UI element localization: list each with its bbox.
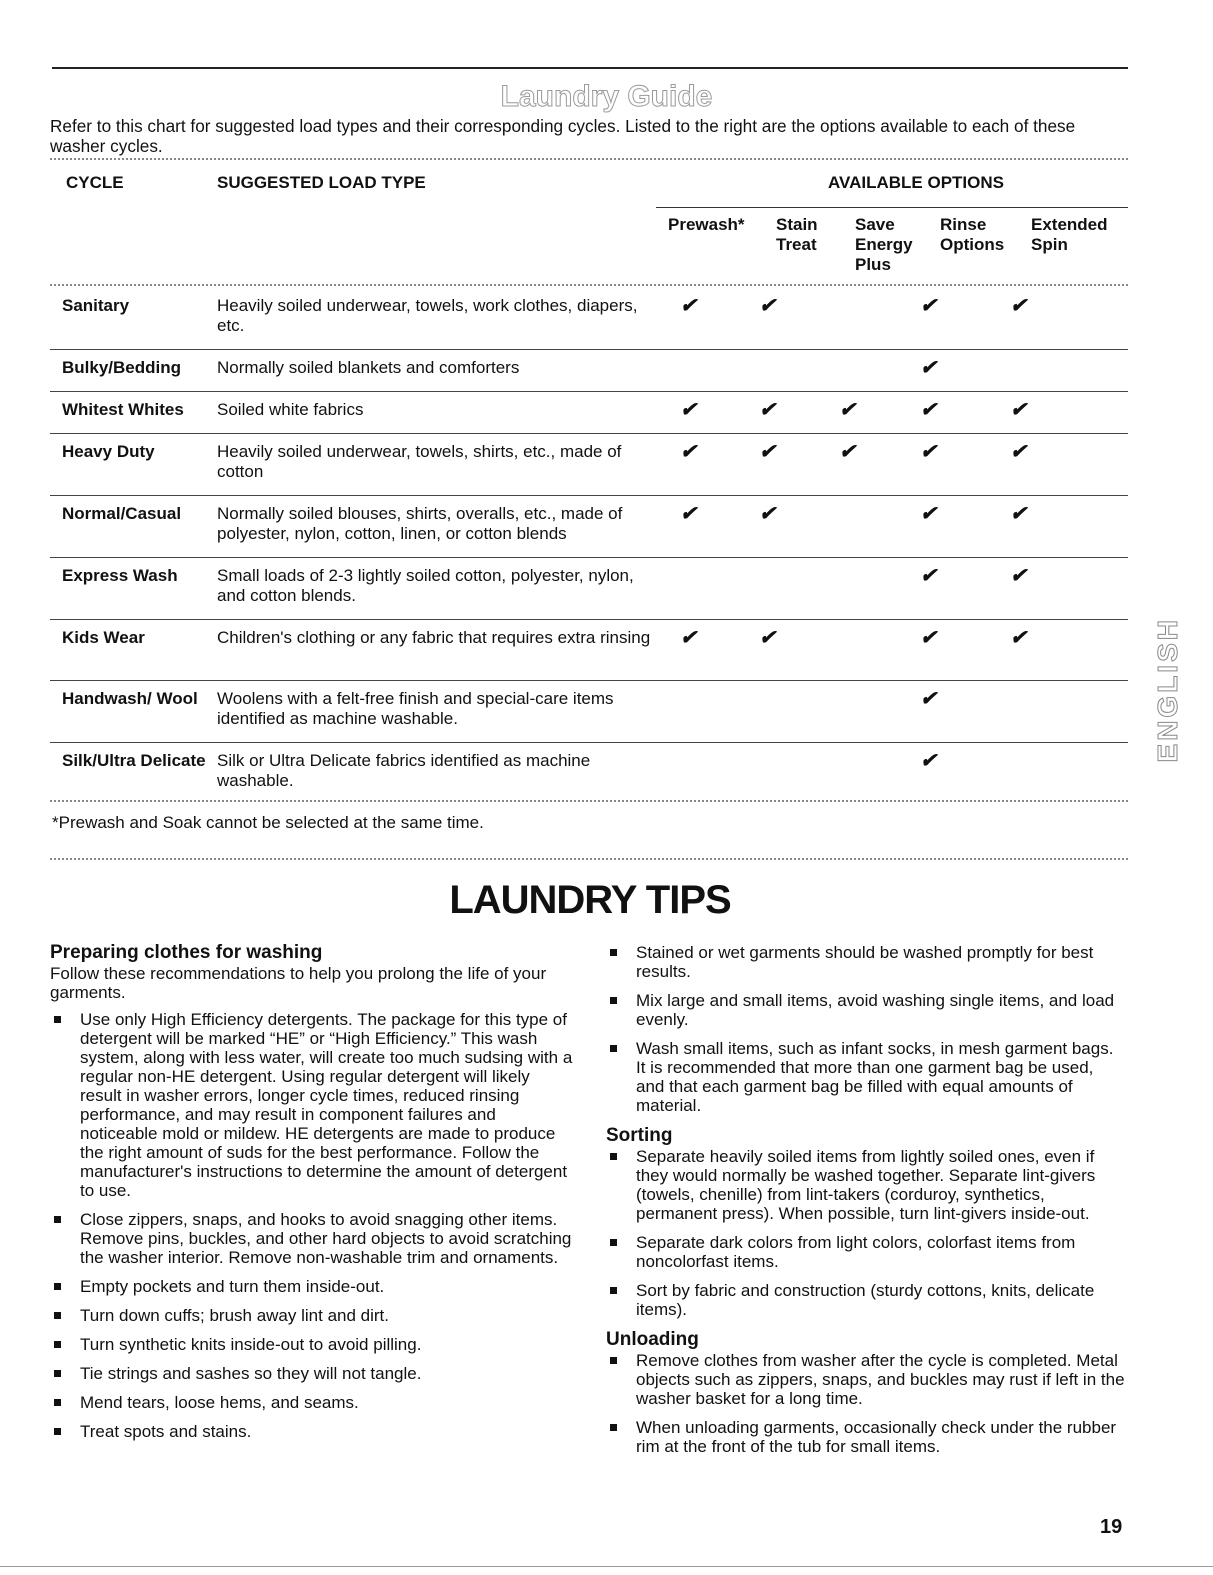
cycle-name: Whitest Whites xyxy=(62,400,184,419)
list-item-text: Remove clothes from washer after the cycle is completed. Metal objects such as zippers, snaps, and buckles may rust if left in the washer basket for a long time. xyxy=(636,1351,1125,1408)
list-item-text: Stained or wet garments should be washed promptly for best results. xyxy=(636,943,1094,981)
row-divider xyxy=(50,557,1128,558)
suggested-load: Soiled white fabrics xyxy=(217,400,364,419)
suggested-load: Silk or Ultra Delicate fabrics identified as machine washable. xyxy=(217,751,591,790)
guide-title: Laundry Guide xyxy=(500,80,713,113)
suggested-load: Children's clothing or any fabric that requires extra rinsing xyxy=(217,628,651,647)
unloading-heading: Unloading xyxy=(606,1329,699,1350)
row-divider xyxy=(50,742,1128,743)
option-check-icon: ✔ xyxy=(920,357,937,379)
option-check-icon: ✔ xyxy=(920,399,937,421)
preparing-heading: Preparing clothes for washing xyxy=(50,942,323,963)
square-bullet-icon xyxy=(54,1312,61,1319)
list-item xyxy=(50,1393,575,1412)
row-divider xyxy=(50,349,1128,350)
list-item xyxy=(606,1233,1126,1271)
cycle-name: Normal/Casual xyxy=(62,504,182,523)
square-bullet-icon xyxy=(610,1153,617,1160)
list-item-text: Tie strings and sashes so they will not tangle. xyxy=(80,1364,422,1383)
preparing-list xyxy=(50,1010,575,1441)
option-check-icon: ✔ xyxy=(920,565,937,587)
cycle-name: Heavy Duty xyxy=(62,442,155,461)
square-bullet-icon xyxy=(610,1424,617,1431)
option-check-icon: ✔ xyxy=(920,627,937,649)
page-number: 19 xyxy=(1100,1516,1123,1538)
option-check-icon: ✔ xyxy=(680,627,697,649)
option-check-icon: ✔ xyxy=(680,399,697,421)
dotted-divider xyxy=(50,284,1128,286)
option-check-icon: ✔ xyxy=(759,399,776,421)
list-item-text: Use only High Efficiency detergents. The package for this type of detergent will be marked “HE” or “High Efficiency.” This wash system, along with less water, will create too much sudsing with a regular non-HE detergent. Using regular detergent will likely result in washer errors, longer cycle times, reduced rinsing performance, and may result in component failures and noticeable mold or mildew. HE detergents are made to produce the right amount of suds for the best performance. Follow the manufacturer's instructions to determine the amount of detergent to use. xyxy=(80,1010,573,1200)
unloading-list xyxy=(606,1351,1126,1456)
list-item xyxy=(606,1351,1126,1408)
list-item xyxy=(50,1010,575,1200)
list-item-text: Separate heavily soiled items from lightly soiled ones, even if they would normally be washed together. Separate lint-givers (towels, chenille) from lint-takers (corduroy, synthetics, permanent press). When possible, turn lint-givers inside-out. xyxy=(636,1147,1096,1223)
square-bullet-icon xyxy=(610,1045,617,1052)
list-item xyxy=(50,1210,575,1267)
option-header-rinse-options: Rinse Options xyxy=(940,215,1005,254)
square-bullet-icon xyxy=(54,1341,61,1348)
square-bullet-icon xyxy=(54,1370,61,1377)
header-available-options: AVAILABLE OPTIONS xyxy=(828,173,1004,192)
list-item-text: Close zippers, snaps, and hooks to avoid snagging other items. Remove pins, buckles, and other hard objects to avoid scratching the washer interior. Remove non-washable trim and ornaments. xyxy=(80,1210,572,1267)
suggested-load: Normally soiled blankets and comforters xyxy=(217,358,520,377)
list-item-text: Wash small items, such as infant socks, in mesh garment bags. It is recommended that more than one garment bag be used, and that each garment bag be filled with equal amounts of material. xyxy=(636,1039,1114,1115)
list-item-text: Mix large and small items, avoid washing single items, and load evenly. xyxy=(636,991,1115,1029)
cycle-name: Sanitary xyxy=(62,296,130,315)
list-item xyxy=(606,1418,1126,1456)
list-item-text: Separate dark colors from light colors, colorfast items from noncolorfast items. xyxy=(636,1233,1076,1271)
option-check-icon: ✔ xyxy=(920,750,937,772)
option-check-icon: ✔ xyxy=(920,441,937,463)
option-check-icon: ✔ xyxy=(680,295,697,317)
square-bullet-icon xyxy=(610,949,617,956)
option-check-icon: ✔ xyxy=(680,441,697,463)
square-bullet-icon xyxy=(54,1428,61,1435)
row-divider xyxy=(50,495,1128,496)
option-check-icon: ✔ xyxy=(1010,627,1027,649)
option-check-icon: ✔ xyxy=(1010,441,1027,463)
row-divider xyxy=(50,391,1128,392)
list-item-text: When unloading garments, occasionally check under the rubber rim at the front of the tub for small items. xyxy=(636,1418,1117,1456)
language-side-tab xyxy=(1150,570,1186,810)
dotted-divider xyxy=(50,858,1128,860)
option-check-icon: ✔ xyxy=(759,627,776,649)
list-item-text: Mend tears, loose hems, and seams. xyxy=(80,1393,359,1412)
option-check-icon: ✔ xyxy=(1010,565,1027,587)
top-rule xyxy=(52,67,1128,69)
list-item xyxy=(50,1306,575,1325)
list-item xyxy=(50,1364,575,1383)
option-check-icon: ✔ xyxy=(1010,503,1027,525)
square-bullet-icon xyxy=(610,997,617,1004)
list-item-text: Sort by fabric and construction (sturdy cottons, knits, delicate items). xyxy=(636,1281,1095,1319)
bottom-rule xyxy=(0,1566,1213,1567)
option-check-icon: ✔ xyxy=(1010,399,1027,421)
sorting-list xyxy=(606,1147,1126,1319)
square-bullet-icon xyxy=(610,1239,617,1246)
square-bullet-icon xyxy=(610,1357,617,1364)
tips-title: LAUNDRY TIPS xyxy=(449,878,731,922)
cycle-name: Express Wash xyxy=(62,566,178,585)
cycle-name: Kids Wear xyxy=(62,628,145,647)
list-item xyxy=(50,1277,575,1296)
options-header-rule xyxy=(656,207,1128,208)
list-item xyxy=(606,943,1126,981)
dotted-divider xyxy=(50,800,1128,802)
header-load-type: SUGGESTED LOAD TYPE xyxy=(217,173,426,192)
dotted-divider xyxy=(50,158,1128,160)
row-divider xyxy=(50,433,1128,434)
list-item xyxy=(606,1281,1126,1319)
option-check-icon: ✔ xyxy=(839,399,856,421)
cycle-name: Bulky/Bedding xyxy=(62,358,182,377)
guide-intro: Refer to this chart for suggested load types and their corresponding cycles. Listed to the right are the options available to each of these washer cycles. xyxy=(50,116,1076,156)
square-bullet-icon xyxy=(54,1016,61,1023)
header-cycle: CYCLE xyxy=(66,173,124,192)
suggested-load: Heavily soiled underwear, towels, shirts, etc., made of cotton xyxy=(217,442,622,481)
list-item xyxy=(50,1422,575,1441)
list-item-text: Turn synthetic knits inside-out to avoid pilling. xyxy=(80,1335,422,1354)
cycle-name: Handwash/ Wool xyxy=(62,689,198,708)
table-footnote: *Prewash and Soak cannot be selected at the same time. xyxy=(52,813,484,832)
option-check-icon: ✔ xyxy=(680,503,697,525)
option-header-stain-treat: Stain Treat xyxy=(776,215,818,254)
square-bullet-icon xyxy=(54,1399,61,1406)
option-header-extended-spin: Extended Spin xyxy=(1031,215,1108,254)
square-bullet-icon xyxy=(610,1287,617,1294)
list-item-text: Empty pockets and turn them inside-out. xyxy=(80,1277,385,1296)
list-item-text: Treat spots and stains. xyxy=(80,1422,252,1441)
square-bullet-icon xyxy=(54,1216,61,1223)
tips-left-column xyxy=(50,942,575,1451)
general-tips-list xyxy=(606,943,1126,1115)
cycle-name: Silk/Ultra Delicate xyxy=(62,751,206,770)
square-bullet-icon xyxy=(54,1283,61,1290)
list-item xyxy=(50,1335,575,1354)
suggested-load: Woolens with a felt-free finish and special-care items identified as machine washable. xyxy=(217,689,614,728)
suggested-load: Small loads of 2-3 lightly soiled cotton, polyester, nylon, and cotton blends. xyxy=(217,566,634,605)
option-header-prewash: Prewash* xyxy=(668,215,745,234)
option-check-icon: ✔ xyxy=(920,295,937,317)
option-check-icon: ✔ xyxy=(920,688,937,710)
preparing-intro: Follow these recommendations to help you prolong the life of your garments. xyxy=(50,964,547,1002)
list-item-text: Turn down cuffs; brush away lint and dirt. xyxy=(80,1306,389,1325)
option-check-icon: ✔ xyxy=(759,441,776,463)
row-divider xyxy=(50,680,1128,681)
row-divider xyxy=(50,619,1128,620)
option-check-icon: ✔ xyxy=(759,295,776,317)
language-label: ENGLISH xyxy=(1152,617,1183,763)
tips-right-column xyxy=(606,943,1126,1466)
list-item xyxy=(606,991,1126,1029)
suggested-load: Normally soiled blouses, shirts, overalls, etc., made of polyester, nylon, cotton, linen, or cotton blends xyxy=(217,504,623,543)
list-item xyxy=(606,1039,1126,1115)
option-check-icon: ✔ xyxy=(839,441,856,463)
sorting-heading: Sorting xyxy=(606,1125,673,1146)
option-check-icon: ✔ xyxy=(759,503,776,525)
option-check-icon: ✔ xyxy=(920,503,937,525)
option-check-icon: ✔ xyxy=(1010,295,1027,317)
list-item xyxy=(606,1147,1126,1223)
suggested-load: Heavily soiled underwear, towels, work clothes, diapers, etc. xyxy=(217,296,638,335)
option-header-save-energy-plus: Save Energy Plus xyxy=(855,215,913,274)
